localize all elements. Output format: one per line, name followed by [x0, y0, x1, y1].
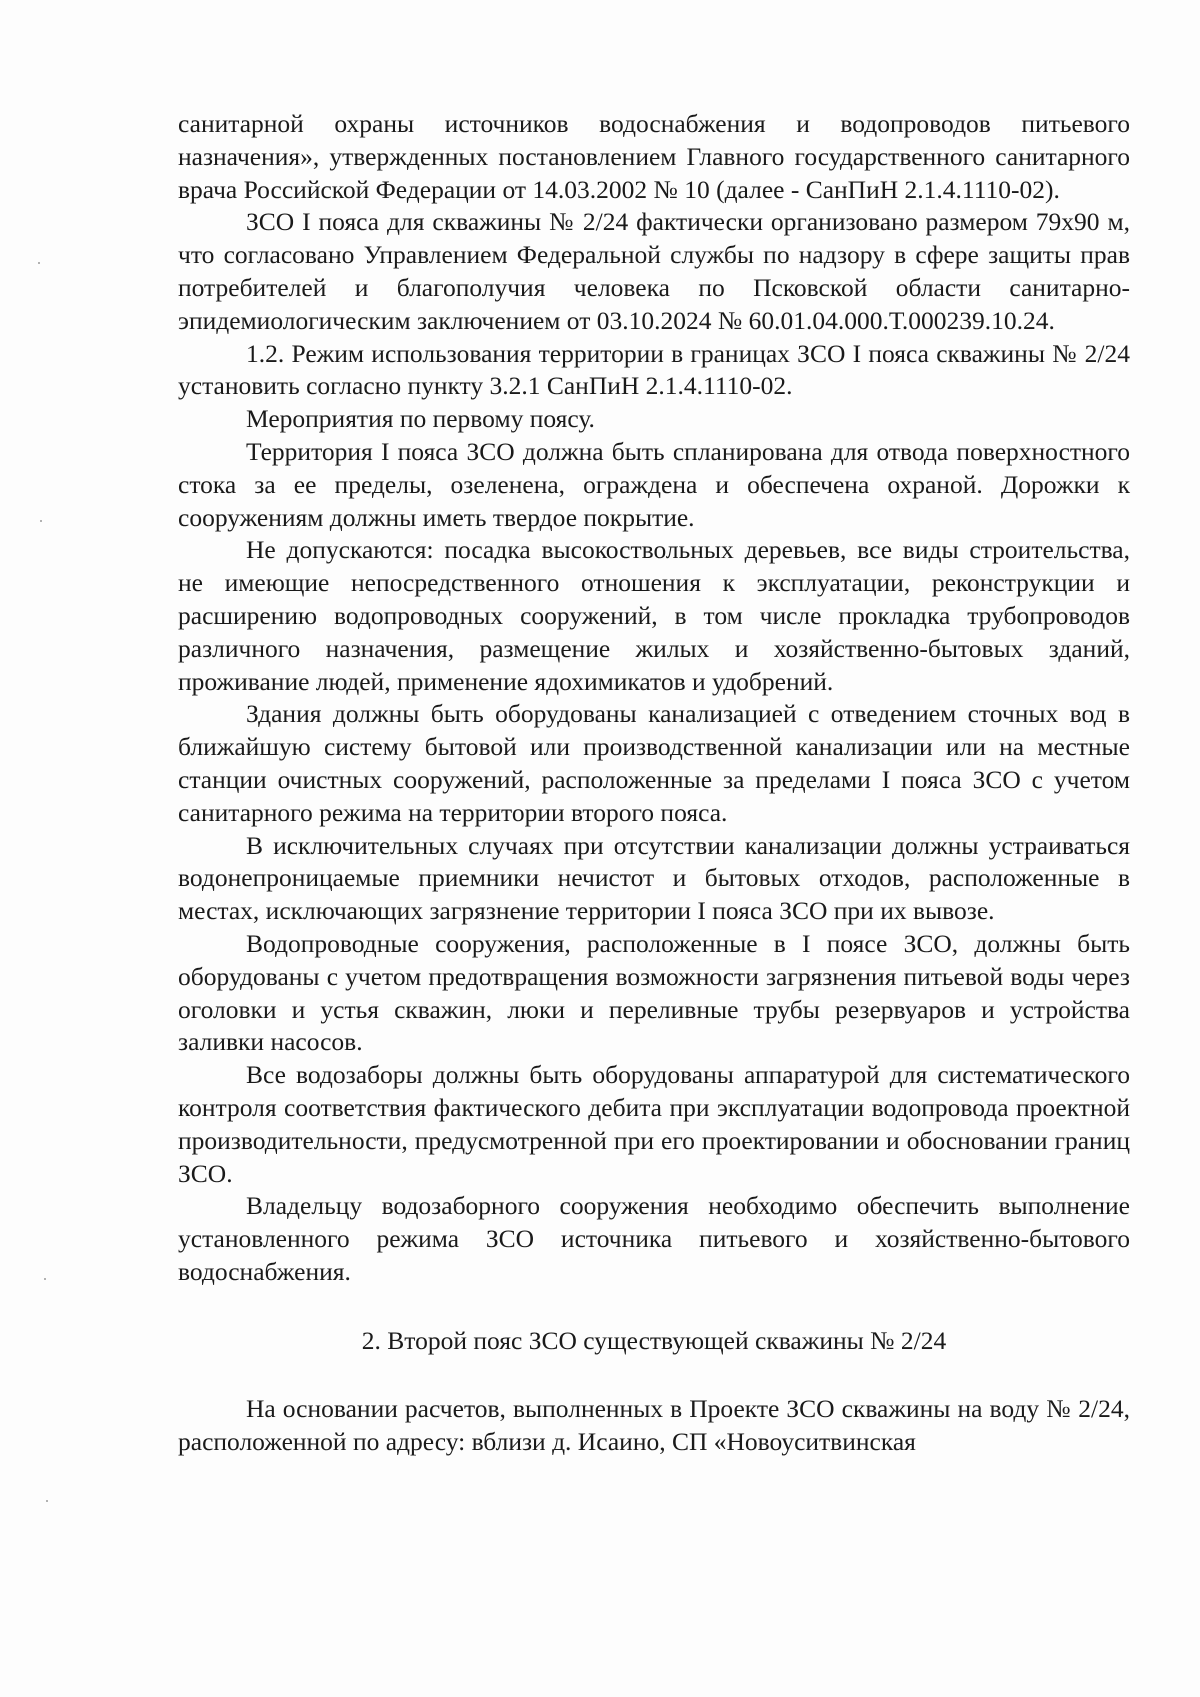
scan-speck — [44, 1278, 46, 1280]
paragraph: В исключительных случаях при отсутствии канализации должны устраиваться водонепроницаемые приемники нечистот и бытовых отходов, расположенные в местах, исключающих загрязнение территории I пояса ЗСО при их вывозе. — [178, 830, 1130, 926]
section-heading: 2. Второй пояс ЗСО существующей скважины № 2/24 — [361, 1325, 947, 1355]
paragraph: Здания должны быть оборудованы канализацией с отведением сточных вод в ближайшую систему бытовой или производственной канализации или на местные станции очистных сооружений, расположенные за пределами I пояса ЗСО с учетом санитарного режима на территории второго пояса. — [178, 699, 1130, 827]
paragraph: На основании расчетов, выполненных в Проекте ЗСО скважины на воду № 2/24, расположенной по адресу: вблизи д. Исаино, СП «Новоуситвинская — [178, 1394, 1130, 1457]
scan-speck — [38, 262, 40, 264]
paragraph: Владельцу водозаборного сооружения необходимо обеспечить выполнение установленного режима ЗСО источника питьевого и хозяйственно-бытового водоснабжения. — [178, 1191, 1130, 1286]
document-body — [178, 108, 1130, 1459]
scan-speck — [46, 1500, 48, 1502]
paragraph: 1.2. Режим использования территории в границах ЗСО I пояса скважины № 2/24 установить согласно пункту 3.2.1 СанПиН 2.1.4.1110-02. — [178, 338, 1130, 401]
paragraph: Все водозаборы должны быть оборудованы аппаратурой для систематического контроля соответствия фактического дебита при эксплуатации водопровода проектной производительности, предусмотренной при его проектировании и обосновании границ ЗСО. — [178, 1060, 1130, 1188]
paragraph: Водопроводные сооружения, расположенные в I поясе ЗСО, должны быть оборудованы с учетом предотвращения возможности загрязнения питьевой воды через оголовки и устья скважин, люки и переливные трубы резервуаров и устройства заливки насосов. — [178, 928, 1130, 1057]
paragraph: санитарной охраны источников водоснабжения и водопроводов питьевого назначения», утвержденных постановлением Главного государственного санитарного врача Российской Федерации от 14.03.2002 № 10 (далее - СанПиН 2.1.4.1110-02). — [178, 109, 1130, 204]
scan-speck — [40, 520, 42, 522]
paragraph: Не допускаются: посадка высокоствольных деревьев, все виды строительства, не имеющие непосредственного отношения к эксплуатации, реконструкции и расширению водопроводных сооружений, в том числе прокладка трубопроводов различного назначения, размещение жилых и хозяйственно-бытовых зданий, проживание людей, применение ядохимикатов и удобрений. — [178, 535, 1130, 696]
paragraph: ЗСО I пояса для скважины № 2/24 фактически организовано размером 79x90 м, что согласовано Управлением Федеральной службы по надзору в сфере защиты прав потребителей и благополучия человека по Псковской области санитарно-эпидемиологическим заключением от 03.10.2024 № 60.01.04.000.Т.000239.10.24. — [178, 207, 1130, 335]
paragraph: Мероприятия по первому поясу. — [246, 404, 595, 434]
paragraph: Территория I пояса ЗСО должна быть спланирована для отвода поверхностного стока за ее пределы, озеленена, ограждена и обеспечена охраной. Дорожки к сооружениям должны иметь твердое покрытие. — [178, 436, 1130, 532]
